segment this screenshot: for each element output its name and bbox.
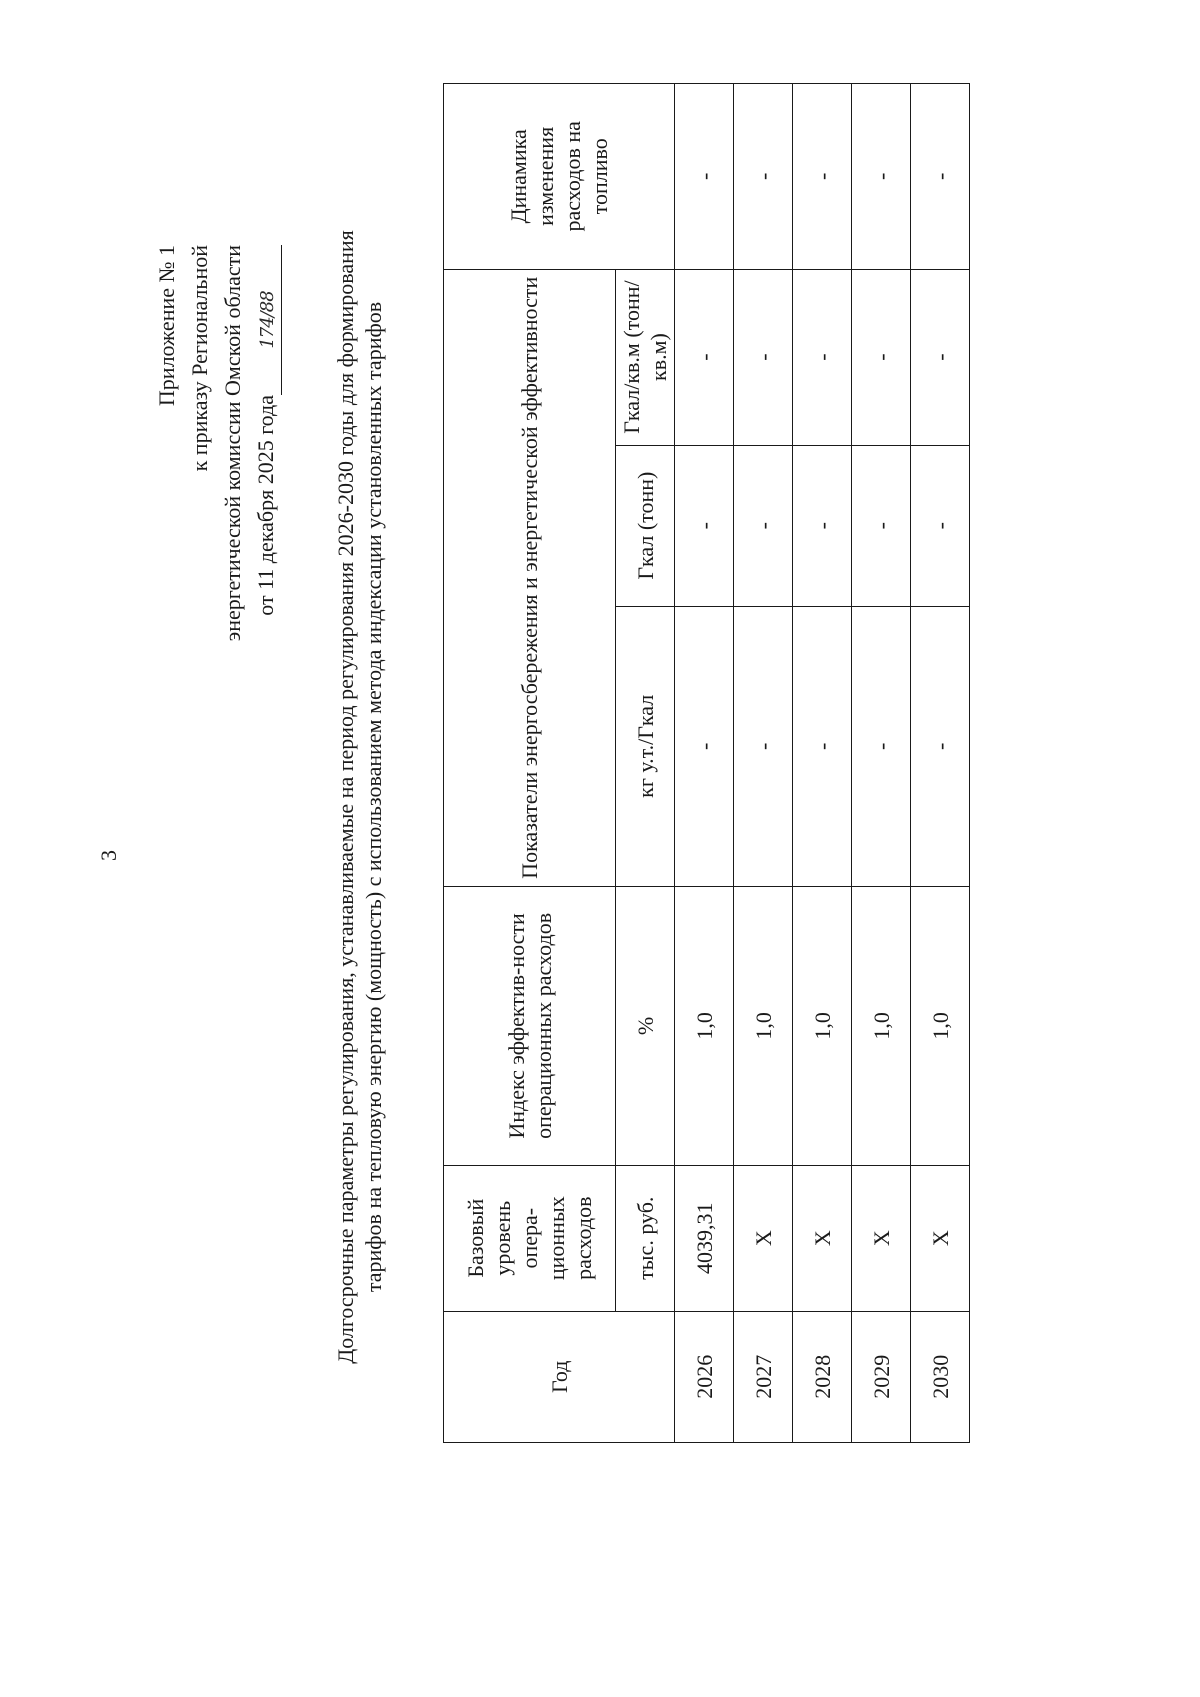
- unit-kg-per-gcal: кг у.т./Гкал: [616, 606, 675, 886]
- cell-year: 2026: [675, 1311, 734, 1442]
- cell-dynamics: -: [793, 84, 852, 270]
- document-title: [332, 137, 388, 1457]
- cell-kg: -: [734, 606, 793, 886]
- cell-index: 1,0: [675, 886, 734, 1165]
- header-efficiency-index: Индекс эффектив-ности операционных расходов: [444, 886, 616, 1165]
- table-row: [734, 84, 793, 1443]
- cell-gcal: -: [911, 445, 970, 606]
- appendix-issuer: энергетической комиссии Омской области: [220, 245, 245, 642]
- cell-index: 1,0: [911, 886, 970, 1165]
- unit-index: %: [616, 886, 675, 1165]
- page-number: 3: [96, 850, 121, 861]
- appendix-order-ref: к приказу Региональной: [187, 245, 212, 472]
- cell-dynamics: -: [675, 84, 734, 270]
- appendix-date: от 11 декабря 2025 года: [253, 395, 278, 616]
- cell-gcal-m: -: [793, 269, 852, 445]
- cell-gcal: -: [734, 445, 793, 606]
- header-row: [444, 84, 616, 1443]
- table-row: [675, 84, 734, 1443]
- header-year: Год: [444, 1311, 675, 1442]
- appendix-title: Приложение № 1: [154, 245, 179, 407]
- cell-index: 1,0: [734, 886, 793, 1165]
- table-row: [793, 84, 852, 1443]
- appendix-header: [150, 245, 282, 641]
- cell-kg: -: [852, 606, 911, 886]
- cell-gcal-m: -: [852, 269, 911, 445]
- order-number: 174/88: [255, 245, 282, 395]
- cell-base-level: X: [852, 1165, 911, 1311]
- regulation-parameters-table: [443, 83, 970, 1443]
- cell-gcal: -: [675, 445, 734, 606]
- table-row: [911, 84, 970, 1443]
- units-row: [616, 84, 675, 1443]
- cell-gcal: -: [793, 445, 852, 606]
- cell-kg: -: [911, 606, 970, 886]
- header-fuel-dynamics: Динамика изменения расходов на топливо: [444, 84, 675, 270]
- header-base-level: Базовый уровень опера-ционных расходов: [444, 1165, 616, 1311]
- title-line-1: Долгосрочные параметры регулирования, устанавливаемые на период регулирования 2026-2030 годы для формирования: [333, 230, 358, 1364]
- unit-gcal: Гкал (тонн): [616, 445, 675, 606]
- cell-index: 1,0: [852, 886, 911, 1165]
- unit-gcal-per-sqm: Гкал/кв.м (тонн/кв.м): [616, 269, 675, 445]
- header-energy-indicators: Показатели энергосбережения и энергетической эффективности: [444, 269, 616, 886]
- cell-year: 2030: [911, 1311, 970, 1442]
- cell-kg: -: [675, 606, 734, 886]
- cell-gcal: -: [852, 445, 911, 606]
- cell-gcal-m: -: [675, 269, 734, 445]
- cell-dynamics: -: [852, 84, 911, 270]
- cell-year: 2027: [734, 1311, 793, 1442]
- cell-base-level: 4039,31: [675, 1165, 734, 1311]
- cell-year: 2029: [852, 1311, 911, 1442]
- cell-gcal-m: -: [734, 269, 793, 445]
- cell-dynamics: -: [734, 84, 793, 270]
- cell-year: 2028: [793, 1311, 852, 1442]
- cell-gcal-m: -: [911, 269, 970, 445]
- cell-dynamics: -: [911, 84, 970, 270]
- appendix-date-line: [249, 245, 282, 641]
- cell-index: 1,0: [793, 886, 852, 1165]
- cell-base-level: X: [793, 1165, 852, 1311]
- table-row: [852, 84, 911, 1443]
- cell-base-level: X: [911, 1165, 970, 1311]
- cell-kg: -: [793, 606, 852, 886]
- cell-base-level: X: [734, 1165, 793, 1311]
- title-line-2: тарифов на тепловую энергию (мощность) с использованием метода индексации установленных тарифов: [361, 301, 386, 1293]
- unit-base-level: тыс. руб.: [616, 1165, 675, 1311]
